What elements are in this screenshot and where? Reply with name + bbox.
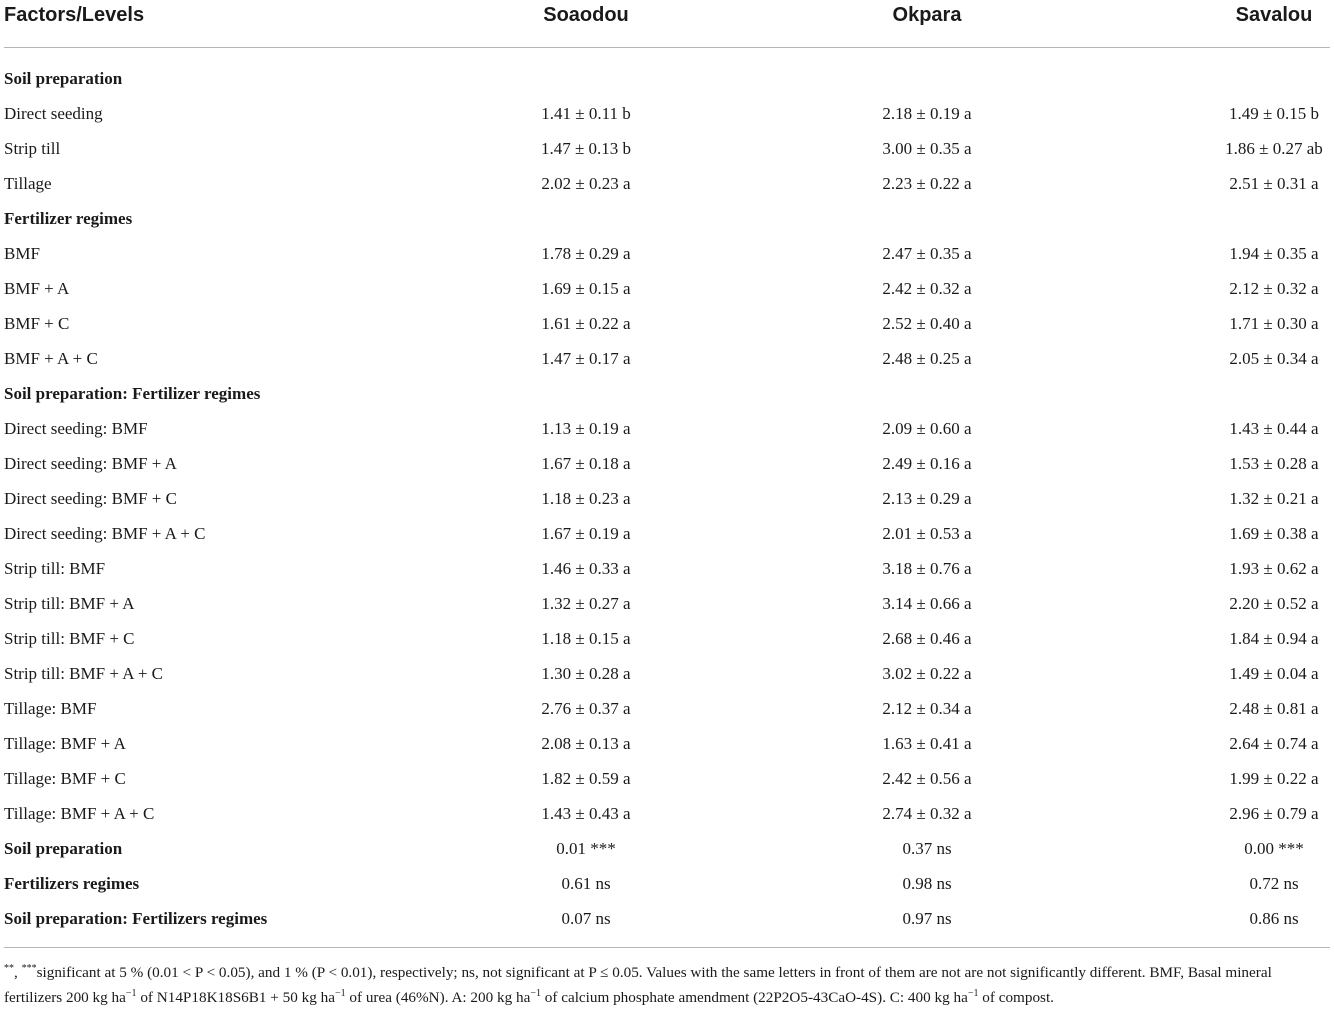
okpara-value: 2.42 ± 0.32 a [882,279,972,298]
soaodou-value: 2.08 ± 0.13 a [541,734,631,753]
soaodou-value: 0.61 ns [561,874,611,893]
table-row [0,551,1334,586]
row-label: Fertilizers regimes [4,874,140,893]
soaodou-value: 0.01 *** [556,839,616,858]
row-label: Soil preparation [4,839,123,858]
table-row [0,306,1334,341]
table-body [0,61,1334,936]
row-label: Soil preparation [4,69,123,88]
okpara-value: 2.68 ± 0.46 a [882,629,972,648]
soaodou-value: 1.61 ± 0.22 a [541,314,631,333]
soaodou-value: 1.82 ± 0.59 a [541,769,631,788]
soaodou-value: 1.41 ± 0.11 b [541,104,631,123]
savalou-value: 2.64 ± 0.74 a [1229,734,1319,753]
savalou-value: 1.84 ± 0.94 a [1229,629,1319,648]
table-row [0,516,1334,551]
row-label: Fertilizer regimes [4,209,133,228]
footnote-text: of calcium phosphate amendment (22P2O5-43CaO-4S). C: 400 kg ha [540,989,968,1006]
table-row [0,236,1334,271]
soaodou-value: 0.07 ns [561,909,611,928]
row-label: Direct seeding [4,104,103,123]
savalou-value: 1.93 ± 0.62 a [1229,559,1319,578]
row-label: Tillage: BMF + A [4,734,126,753]
table-row [0,831,1334,866]
soaodou-value: 1.67 ± 0.18 a [541,454,631,473]
okpara-value: 2.23 ± 0.22 a [882,174,972,193]
savalou-value: 2.12 ± 0.32 a [1229,279,1319,298]
savalou-value: 1.99 ± 0.22 a [1229,769,1319,788]
okpara-value: 2.48 ± 0.25 a [882,349,972,368]
okpara-value: 0.97 ns [902,909,952,928]
header-factors-levels: Factors/Levels [4,4,145,26]
row-label: Strip till: BMF + A + C [4,664,164,683]
row-label: Strip till: BMF + C [4,629,135,648]
table-row [0,586,1334,621]
row-label: Tillage: BMF [4,699,97,718]
table-header [0,0,1334,36]
row-label: BMF [4,244,40,263]
row-label: BMF + A [4,279,70,298]
row-label: Tillage: BMF + C [4,769,126,788]
table-row [0,621,1334,656]
row-label: Tillage [4,174,52,193]
okpara-value: 2.49 ± 0.16 a [882,454,972,473]
soaodou-value: 1.67 ± 0.19 a [541,524,631,543]
soaodou-value: 2.76 ± 0.37 a [541,699,631,718]
okpara-value: 3.00 ± 0.35 a [882,139,972,158]
row-label: Soil preparation: Fertilizer regimes [4,384,261,403]
soaodou-value: 2.02 ± 0.23 a [541,174,631,193]
soaodou-value: 1.47 ± 0.17 a [541,349,631,368]
table-footnote [4,960,1330,1010]
row-label: Direct seeding: BMF + A [4,454,177,473]
table-row [0,761,1334,796]
footnote-sup: ** [4,962,14,974]
savalou-value: 1.69 ± 0.38 a [1229,524,1319,543]
okpara-value: 2.47 ± 0.35 a [882,244,972,263]
okpara-value: 2.74 ± 0.32 a [882,804,972,823]
okpara-value: 2.09 ± 0.60 a [882,419,972,438]
savalou-value: 1.32 ± 0.21 a [1229,489,1319,508]
savalou-value: 2.48 ± 0.81 a [1229,699,1319,718]
table-row [0,96,1334,131]
okpara-value: 2.01 ± 0.53 a [882,524,972,543]
soaodou-value: 1.43 ± 0.43 a [541,804,631,823]
table-row [0,796,1334,831]
table-row [0,166,1334,201]
header-soaodou: Soaodou [543,4,629,26]
okpara-value: 3.18 ± 0.76 a [882,559,972,578]
section-heading-row [0,61,1334,96]
footnote-text: of compost. [978,989,1054,1006]
table-row [0,726,1334,761]
table-row [0,656,1334,691]
okpara-value: 3.14 ± 0.66 a [882,594,972,613]
row-label: Tillage: BMF + A + C [4,804,155,823]
savalou-value: 2.05 ± 0.34 a [1229,349,1319,368]
footnote-sup: −1 [334,987,346,999]
soaodou-value: 1.46 ± 0.33 a [541,559,631,578]
savalou-value: 2.96 ± 0.79 a [1229,804,1319,823]
savalou-value: 0.00 *** [1244,839,1304,858]
row-label: BMF + A + C [4,349,98,368]
table-row [0,691,1334,726]
footnote-text: , [14,964,22,981]
row-label: Direct seeding: BMF + A + C [4,524,206,543]
header-okpara: Okpara [892,4,962,26]
soaodou-value: 1.78 ± 0.29 a [541,244,631,263]
footnote-sup: *** [21,962,37,974]
okpara-value: 1.63 ± 0.41 a [882,734,972,753]
table-row [0,411,1334,446]
savalou-value: 1.86 ± 0.27 ab [1225,139,1323,158]
section-heading-row [0,201,1334,236]
okpara-value: 3.02 ± 0.22 a [882,664,972,683]
table-row [0,271,1334,306]
savalou-value: 0.86 ns [1249,909,1299,928]
savalou-value: 1.94 ± 0.35 a [1229,244,1319,263]
soaodou-value: 1.30 ± 0.28 a [541,664,631,683]
okpara-value: 0.37 ns [902,839,952,858]
soaodou-value: 1.32 ± 0.27 a [541,594,631,613]
footnote-sup: −1 [967,987,979,999]
okpara-value: 2.52 ± 0.40 a [882,314,972,333]
savalou-value: 1.71 ± 0.30 a [1229,314,1319,333]
table-row [0,341,1334,376]
table-row [0,901,1334,936]
table-row [0,131,1334,166]
row-label: Strip till [4,139,61,158]
header-savalou: Savalou [1235,4,1313,26]
okpara-value: 0.98 ns [902,874,952,893]
table-row [0,446,1334,481]
okpara-value: 2.42 ± 0.56 a [882,769,972,788]
row-label: BMF + C [4,314,70,333]
header-divider [4,47,1330,48]
soaodou-value: 1.47 ± 0.13 b [540,139,632,158]
savalou-value: 0.72 ns [1249,874,1299,893]
okpara-value: 2.12 ± 0.34 a [882,699,972,718]
row-label: Direct seeding: BMF [4,419,148,438]
table-row [0,481,1334,516]
footnote-sup: −1 [530,987,541,999]
row-label: Direct seeding: BMF + C [4,489,177,508]
footnote-divider [4,947,1330,948]
table-row [0,866,1334,901]
soaodou-value: 1.69 ± 0.15 a [541,279,631,298]
savalou-value: 2.51 ± 0.31 a [1229,174,1319,193]
soaodou-value: 1.18 ± 0.15 a [541,629,631,648]
okpara-value: 2.13 ± 0.29 a [882,489,972,508]
soaodou-value: 1.13 ± 0.19 a [541,419,631,438]
section-heading-row [0,376,1334,411]
footnote-text: of urea (46%N). A: 200 kg ha [345,989,531,1006]
row-label: Strip till: BMF [4,559,106,578]
footnote-text: of N14P18K18S6B1 + 50 kg ha [136,989,335,1006]
footnote-sup: −1 [125,987,137,999]
okpara-value: 2.18 ± 0.19 a [882,104,972,123]
savalou-value: 1.53 ± 0.28 a [1229,454,1319,473]
savalou-value: 1.43 ± 0.44 a [1229,419,1319,438]
soaodou-value: 1.18 ± 0.23 a [541,489,631,508]
savalou-value: 2.20 ± 0.52 a [1229,594,1319,613]
footnote-text: significant at 5 % (0.01 < P < 0.05), and 1 % (P < 0.01), respectively; ns, not significant at P ≤ 0.05. Values with the same letters in front of them are not are not significantly different. BMF, Basal mineral fertilizers 200 kg ha [4,964,1272,1006]
savalou-value: 1.49 ± 0.15 b [1228,104,1320,123]
savalou-value: 1.49 ± 0.04 a [1229,664,1319,683]
row-label: Soil preparation: Fertilizers regimes [4,909,268,928]
row-label: Strip till: BMF + A [4,594,135,613]
